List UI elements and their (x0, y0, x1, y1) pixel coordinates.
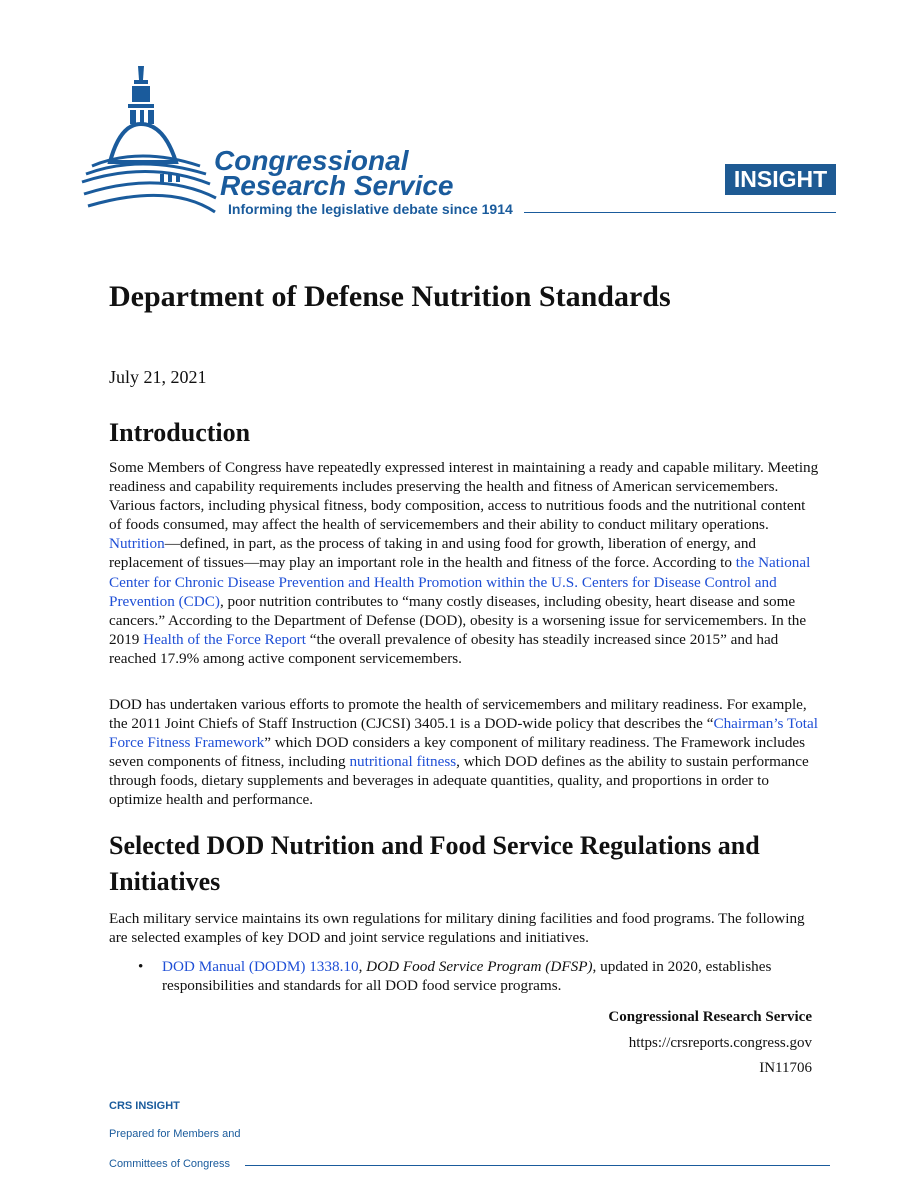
intro-paragraph-1 (109, 458, 821, 668)
list-item (109, 957, 821, 995)
org-name-line2: Research Service (220, 170, 454, 201)
program-name: DOD Food Service Program (DFSP) (366, 958, 593, 975)
text: , (358, 958, 367, 975)
org-footer-url[interactable]: https://crsreports.congress.gov (628, 1035, 812, 1051)
page-title: Department of Defense Nutrition Standards (109, 280, 671, 313)
intro-paragraph-2 (109, 695, 821, 810)
text: Some Members of Congress have repeatedly expressed interest in maintaining a ready and capable military. Meeting readiness and capability requirements includes preserving the health and fitness of American servicemembers. Various factors, including physical fitness, body composition, access to nutritious foods and the nutritional content of foods consumed, may affect the health of servicemembers and their ability to conduct military operations. (109, 459, 819, 534)
text: DOD has undertaken various efforts to promote the health of servicemembers and military readiness. For example, the 2011 Joint Chiefs of Staff Instruction (CJCSI) 3405.1 is a DOD-wide policy that describes the “ (109, 696, 807, 733)
text: , poor nutrition contributes to “many costly diseases, including obesity, heart disease and some cancers.” According to the Department of Defense (DOD), obesity is a worsening issue for servicemembers. In the 2019 (109, 592, 807, 648)
heading-introduction: Introduction (109, 418, 251, 447)
heading-selected-regulations: Selected DOD Nutrition and Food Service Regulations and Initiatives (109, 831, 760, 896)
org-footer-name: Congressional Research Service (608, 1009, 812, 1025)
text: —defined, in part, as the process of taking in and using food for growth, liberation of energy, and replacement of tissues—may play an important role in the health and fitness of the force. According to (109, 535, 757, 572)
text: , updated in 2020, establishes responsibilities and standards for all DOD food service programs. (162, 958, 772, 995)
org-name-line1: Congressional (214, 145, 409, 176)
insight-badge: INSIGHT (725, 164, 836, 195)
document-id: IN11706 (759, 1060, 812, 1076)
org-tagline: Informing the legislative debate since 1914 (228, 201, 513, 217)
link-cdc[interactable]: the National Center for Chronic Disease Prevention and Health Promotion within the U.S. Centers for Disease Control and Prevention (CDC) (109, 554, 811, 610)
link-total-force-fitness[interactable]: Chairman’s Total Force Fitness Framework (109, 715, 818, 752)
footer-rule (245, 1165, 830, 1166)
bullet-icon: • (138, 958, 144, 975)
link-nutrition[interactable]: Nutrition (109, 535, 165, 553)
link-dodm-1338-10[interactable]: DOD Manual (DODM) 1338.10 (162, 958, 359, 975)
footer-label: CRS INSIGHT (109, 1100, 180, 1112)
header-rule (524, 212, 836, 213)
footer-line-2: Committees of Congress (109, 1158, 231, 1170)
text: ” which DOD considers a key component of military readiness. The Framework includes seven components of fitness, including (109, 734, 806, 771)
footer-line-1: Prepared for Members and (109, 1128, 241, 1140)
regulations-intro-paragraph: Each military service maintains its own regulations for military dining facilities and food programs. The following are selected examples of key DOD and joint service regulations and initiatives. (109, 910, 805, 947)
regulations-list (109, 957, 821, 995)
link-nutritional-fitness[interactable]: nutritional fitness (349, 753, 457, 771)
text: , which DOD defines as the ability to sustain performance through foods, dietary supplements and beverages in adequate quantities, quality, and proportions in order to optimize health and performance. (109, 753, 809, 809)
publication-date: July 21, 2021 (109, 367, 207, 387)
text: “the overall prevalence of obesity has steadily increased since 2015” and had reached 17.9% among active component servicemembers. (109, 630, 779, 667)
link-health-of-force-report[interactable]: Health of the Force Report (143, 630, 306, 648)
